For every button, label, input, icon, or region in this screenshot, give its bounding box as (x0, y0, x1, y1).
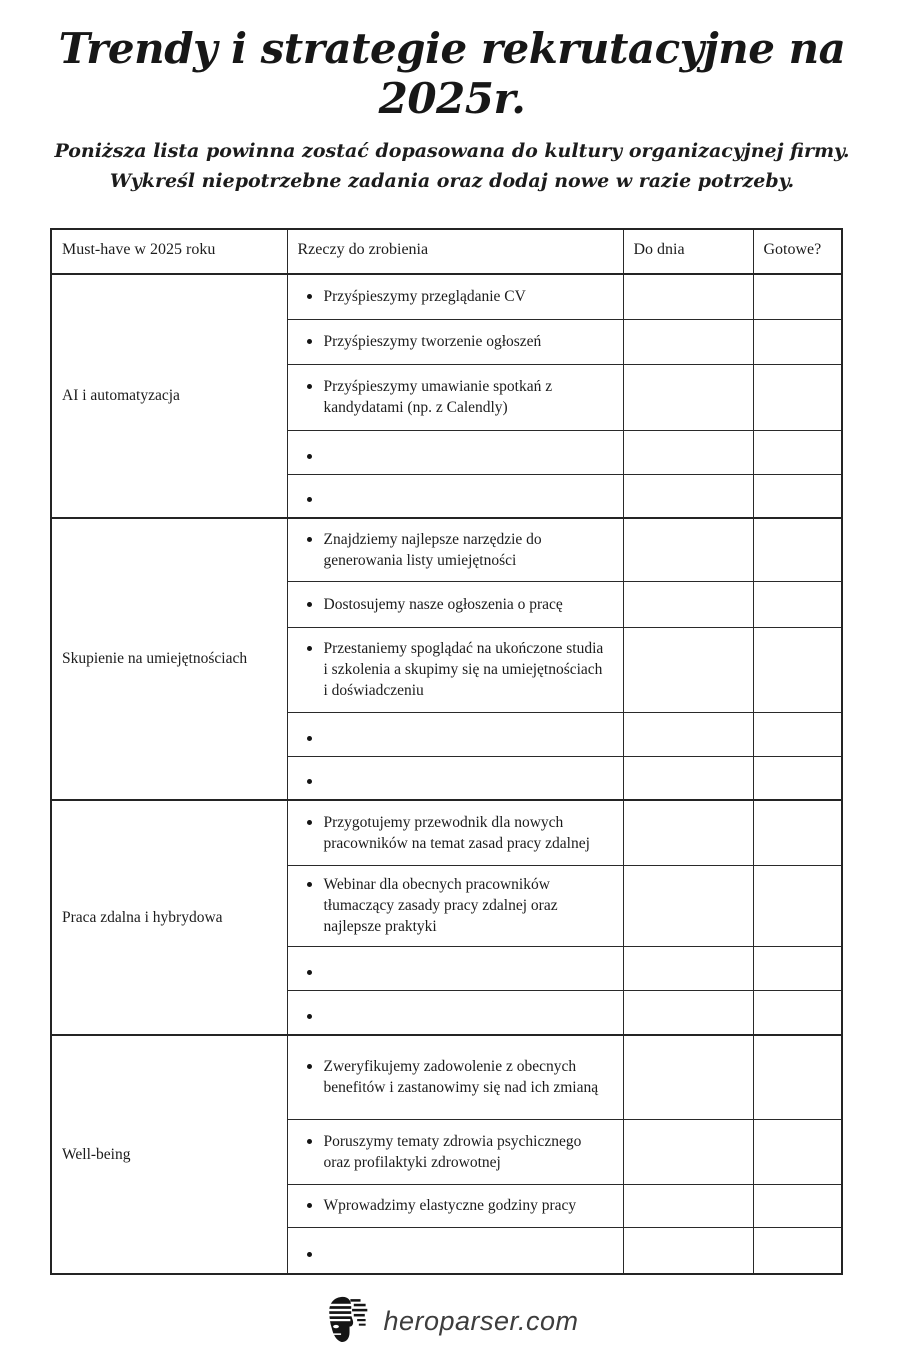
bullet-icon (307, 1252, 312, 1257)
bullet-icon (307, 602, 312, 607)
due-date-cell (623, 319, 753, 364)
done-cell (753, 581, 842, 627)
due-date-cell (623, 865, 753, 946)
done-cell (753, 274, 842, 319)
done-cell (753, 474, 842, 518)
task-cell: Przyśpieszymy tworzenie ogłoszeń (287, 319, 623, 364)
hero-face-icon (325, 1294, 369, 1349)
bullet-icon (307, 497, 312, 502)
footer-logo (0, 1294, 904, 1349)
bullet-icon (307, 736, 312, 741)
page-title: Trendy i strategie rekrutacyjne na 2025r. (58, 24, 846, 123)
due-date-cell (623, 1035, 753, 1119)
due-date-cell (623, 800, 753, 865)
task-cell: Przyśpieszymy umawianie spotkań z kandydatami (np. z Calendly) (287, 364, 623, 430)
bullet-icon (307, 1203, 312, 1208)
due-date-cell (623, 581, 753, 627)
due-date-cell (623, 1119, 753, 1184)
task-cell: Znajdziemy najlepsze narzędzie do generowania listy umiejętności (287, 518, 623, 581)
table-row (51, 800, 842, 865)
bullet-icon (307, 1014, 312, 1019)
bullet-icon (307, 820, 312, 825)
table-row (51, 1035, 842, 1119)
done-cell (753, 1035, 842, 1119)
due-date-cell (623, 990, 753, 1035)
category-cell: Praca zdalna i hybrydowa (51, 800, 287, 1035)
done-cell (753, 865, 842, 946)
done-cell (753, 627, 842, 712)
subtitle-line-2: Wykreśl niepotrzebne zadania oraz dodaj nowe w razie potrzeby. (109, 170, 795, 193)
bullet-icon (307, 454, 312, 459)
column-header-must-have: Must-have w 2025 roku (51, 229, 287, 274)
task-cell (287, 474, 623, 518)
task-cell: Przygotujemy przewodnik dla nowych pracowników na temat zasad pracy zdalnej (287, 800, 623, 865)
due-date-cell (623, 364, 753, 430)
done-cell (753, 518, 842, 581)
done-cell (753, 1227, 842, 1274)
category-cell: Skupienie na umiejętnościach (51, 518, 287, 800)
done-cell (753, 946, 842, 990)
task-cell (287, 1227, 623, 1274)
column-header-todo: Rzeczy do zrobienia (287, 229, 623, 274)
due-date-cell (623, 946, 753, 990)
due-date-cell (623, 430, 753, 474)
category-cell: Well-being (51, 1035, 287, 1274)
task-cell: Webinar dla obecnych pracowników tłumaczący zasady pracy zdalnej oraz najlepsze praktyki (287, 865, 623, 946)
task-cell (287, 756, 623, 800)
bullet-icon (307, 646, 312, 651)
checklist-table (50, 228, 843, 1275)
brand-text: heroparser.com (383, 1306, 579, 1337)
bullet-icon (307, 1139, 312, 1144)
done-cell (753, 364, 842, 430)
done-cell (753, 756, 842, 800)
category-cell: AI i automatyzacja (51, 274, 287, 518)
subtitle-line-1: Poniższa lista powinna zostać dopasowana do kultury organizacyjnej firmy. (54, 140, 850, 163)
bullet-icon (307, 339, 312, 344)
due-date-cell (623, 274, 753, 319)
due-date-cell (623, 518, 753, 581)
done-cell (753, 712, 842, 756)
due-date-cell (623, 756, 753, 800)
bullet-icon (307, 384, 312, 389)
header-row (51, 229, 842, 274)
due-date-cell (623, 1184, 753, 1227)
task-cell: Przestaniemy spoglądać na ukończone studia i szkolenia a skupimy się na umiejętnościach i doświadczeniu (287, 627, 623, 712)
task-cell: Wprowadzimy elastyczne godziny pracy (287, 1184, 623, 1227)
bullet-icon (307, 1064, 312, 1069)
task-cell: Poruszymy tematy zdrowia psychicznego oraz profilaktyki zdrowotnej (287, 1119, 623, 1184)
bullet-icon (307, 882, 312, 887)
done-cell (753, 990, 842, 1035)
column-header-done: Gotowe? (753, 229, 842, 274)
task-cell (287, 430, 623, 474)
done-cell (753, 1119, 842, 1184)
task-cell: Dostosujemy nasze ogłoszenia o pracę (287, 581, 623, 627)
table-row (51, 518, 842, 581)
due-date-cell (623, 712, 753, 756)
done-cell (753, 319, 842, 364)
bullet-icon (307, 779, 312, 784)
done-cell (753, 1184, 842, 1227)
task-cell: Przyśpieszymy przeglądanie CV (287, 274, 623, 319)
page-subtitle (0, 136, 904, 196)
table-row (51, 274, 842, 319)
done-cell (753, 430, 842, 474)
task-cell (287, 990, 623, 1035)
due-date-cell (623, 1227, 753, 1274)
bullet-icon (307, 294, 312, 299)
bullet-icon (307, 537, 312, 542)
task-cell (287, 946, 623, 990)
column-header-due-date: Do dnia (623, 229, 753, 274)
due-date-cell (623, 474, 753, 518)
done-cell (753, 800, 842, 865)
task-cell: Zweryfikujemy zadowolenie z obecnych benefitów i zastanowimy się nad ich zmianą (287, 1035, 623, 1119)
due-date-cell (623, 627, 753, 712)
bullet-icon (307, 970, 312, 975)
task-cell (287, 712, 623, 756)
